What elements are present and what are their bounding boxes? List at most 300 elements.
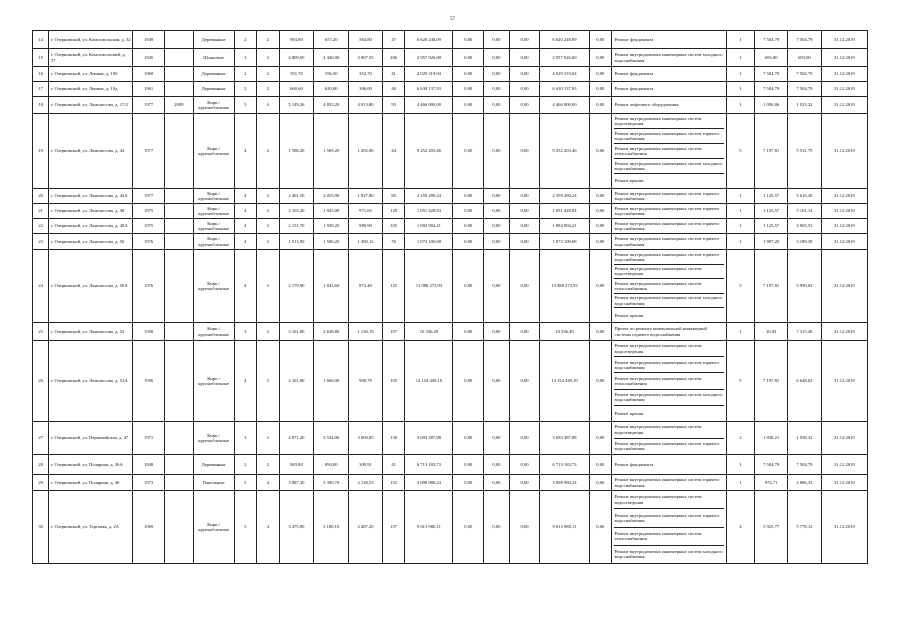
cell-cost-total: 3 098 980,24 [405,475,453,491]
cell-unit-limit: 3 189,38 [788,234,822,250]
work-item: Проект по ремонту коммунальной инженерной системы горячего водоснабжения [614,326,707,337]
cell-address: г. Озерновский, ул. Ломоносова, д. 44А [49,189,133,204]
cell-completion-date: 31.12.2019 [821,67,867,82]
cell-residents: 41 [382,67,405,82]
cell-year-built: 1948 [133,455,165,475]
work-item: Ремонт внутридомовых инженерных систем теплоснабжения [614,279,725,294]
cell-fund-other: 0,00 [589,491,612,564]
cell-year-built: 1969 [133,491,165,564]
cell-entrances: 4 [257,491,280,564]
cell-fund-other: 0,00 [589,82,612,97]
cell-unit-limit: 6 648,02 [788,341,822,422]
cell-year-renovated [164,341,193,422]
cell-fund-local: 0,00 [509,491,540,564]
cell-area-premises: 1 945,00 [314,204,349,219]
cell-floors: 2 [234,31,257,49]
work-item: Ремонт внутридомовых инженерных систем горячего водоснабжения [614,129,725,144]
cell-fund-owners: 1 073 100,68 [540,234,589,250]
cell-unit-cost: 7 197,81 [755,114,788,189]
cell-row-number: 24 [33,250,49,323]
work-item: Ремонт внутридомовых инженерных систем холодного водоснабжения [614,549,723,560]
table-row [33,49,868,67]
cell-year-renovated [164,455,193,475]
cell-year-renovated [164,31,193,49]
cell-fund-owners: 4 029 319,04 [540,67,589,82]
cell-unit-cost: 7 197,81 [755,341,788,422]
cell-fund-local: 0,00 [509,204,540,219]
cell-fund-owners: 2 359 280,24 [540,189,589,204]
cell-area-residential: 564,80 [349,31,383,49]
cell-completion-date: 31.12.2019 [821,49,867,67]
work-item: Ремонт внутридомовых инженерных систем горячего водоснабжения [614,477,720,488]
cell-area-premises: 894,00 [314,455,349,475]
cell-cost-total: 9 613 980,11 [405,491,453,564]
cell-fund-federal: 0,00 [453,250,484,323]
cell-wall-material: Кирп./ крупноблочные [193,422,234,455]
cell-area-premises: 1 569,20 [314,114,349,189]
cell-fund-local: 0,00 [509,234,540,250]
work-item: Ремонт внутридомовых инженерных систем теплоснабжения [614,528,725,546]
work-item: Ремонт крыши [614,312,644,318]
work-item: Ремонт внутридомовых инженерных систем водоотведения [614,114,725,129]
cell-address: г. Озерновский, ул. Первомайская, д. 47 [49,422,133,455]
table-row [33,219,868,234]
cell-year-renovated [164,491,193,564]
cell-area-total: 4 871,20 [279,422,314,455]
cell-unit-cost: 7 504,79 [755,31,788,49]
cell-works-count: 1 [726,475,755,491]
cell-fund-federal: 0,00 [453,491,484,564]
work-item: Ремонт внутридомовых инженерных систем водоотведения [614,422,725,439]
cell-unit-cost: 1 125,57 [755,204,788,219]
cell-area-residential: 2 487,20 [349,491,383,564]
cell-fund-regional: 0,00 [484,67,510,82]
cell-works-count: 1 [726,82,755,97]
cell-completion-date: 31.12.2019 [821,82,867,97]
cell-unit-limit: 5 161,14 [788,204,822,219]
cell-completion-date: 31.12.2019 [821,475,867,491]
cell-fund-other: 0,00 [589,97,612,114]
cell-works [612,475,727,491]
cell-fund-federal: 0,00 [453,219,484,234]
cell-area-premises: 2 638,80 [314,323,349,341]
cell-address: г. Озерновский, ул. Торговая, д. 2А [49,491,133,564]
cell-unit-cost: 7 504,79 [755,82,788,97]
cell-fund-owners: 4 466 000,00 [540,97,589,114]
cell-area-premises: 3 180,10 [314,491,349,564]
cell-cost-total: 4 466 000,00 [405,97,453,114]
work-item: Ремонт фундамента [614,36,654,42]
cell-completion-date: 31.12.2019 [821,114,867,189]
cell-row-number: 29 [33,475,49,491]
cell-fund-owners: 6 620 248,09 [540,31,589,49]
cell-cost-total: 6 713 183,73 [405,455,453,475]
cell-row-number: 21 [33,204,49,219]
cell-area-premises: 1 666,00 [314,341,349,422]
cell-year-renovated [164,82,193,97]
cell-row-number: 27 [33,422,49,455]
cell-fund-local: 0,00 [509,189,540,204]
cell-row-number: 15 [33,49,49,67]
cell-floors: 2 [234,455,257,475]
cell-fund-owners: 3 098 980,24 [540,475,589,491]
cell-area-premises: 3 390,70 [314,475,349,491]
cell-entrances: 3 [257,204,280,219]
work-item: Ремонт внутридомовых инженерных систем горячего водоснабжения [614,236,720,247]
cell-cost-total: 2 359 280,24 [405,189,453,204]
cell-row-number: 23 [33,234,49,250]
cell-cost-total: 14 154 449,10 [405,341,453,422]
cell-year-built: 1956 [133,341,165,422]
cell-unit-limit: 7 504,79 [788,82,822,97]
cell-area-total: 660,60 [279,82,314,97]
cell-area-residential: 352,70 [349,67,383,82]
cell-year-renovated [164,189,193,204]
cell-fund-local: 0,00 [509,31,540,49]
cell-area-residential: 873,40 [349,250,383,323]
cell-completion-date: 31.12.2019 [821,31,867,49]
cell-works-count: 5 [726,341,755,422]
cell-works [612,422,727,455]
cell-works-count: 1 [726,219,755,234]
cell-floors: 4 [234,250,257,323]
cell-area-premises: 1 506,20 [314,234,349,250]
cell-floors: 3 [234,422,257,455]
cell-fund-local: 0,00 [509,475,540,491]
cell-completion-date: 31.12.2019 [821,204,867,219]
work-item: Ремонт внутридомовых инженерных систем холодного водоснабжения [614,294,725,309]
cell-area-total: 591,70 [279,67,314,82]
cell-residents: 105 [382,219,405,234]
cell-residents: 125 [382,250,405,323]
cell-area-total: 2 151,70 [279,219,314,234]
cell-entrances: 4 [257,97,280,114]
cell-unit-cost: 5 925,77 [755,491,788,564]
cell-wall-material: Кирп./ крупноблочные [193,114,234,189]
cell-wall-material: Деревянные [193,31,234,49]
cell-unit-limit: 7 504,79 [788,31,822,49]
cell-works-count: 1 [726,204,755,219]
cell-fund-regional: 0,00 [484,475,510,491]
cell-unit-limit: 693,00 [788,49,822,67]
cell-fund-local: 0,00 [509,114,540,189]
work-item: Ремонт внутридомовых инженерных систем теплоснабжения [614,373,725,389]
cell-unit-limit: 7 504,79 [788,67,822,82]
cell-fund-federal: 0,00 [453,31,484,49]
cell-fund-other: 0,00 [589,204,612,219]
cell-fund-other: 0,00 [589,234,612,250]
work-item: Ремонт внутридомовых инженерных систем теплоснабжения [614,144,725,159]
table-row [33,82,868,97]
cell-fund-regional: 0,00 [484,323,510,341]
cell-unit-limit: 1 038,32 [788,422,822,455]
cell-fund-owners: 6 713 183,73 [540,455,589,475]
cell-area-total: 1 586,20 [279,114,314,189]
cell-row-number: 26 [33,341,49,422]
cell-entrances: 3 [257,234,280,250]
cell-completion-date: 31.12.2019 [821,491,867,564]
cell-area-total: 2 179,90 [279,250,314,323]
cell-cost-total: 13 988 273,93 [405,250,453,323]
cell-works-count: 1 [726,234,755,250]
cell-area-premises: 3 534,00 [314,422,349,455]
work-item: Ремонт фундамента [614,71,654,77]
cell-works-count: 5 [726,250,755,323]
cell-area-total: 2 103,40 [279,204,314,219]
cell-residents: 85 [382,189,405,204]
cell-address: г. Озерновский, ул. Ломоносова, д. 48 [49,204,133,219]
cell-works-count: 4 [726,491,755,564]
cell-year-renovated [164,422,193,455]
cell-cost-total: 10 336,49 [405,323,453,341]
cell-area-residential: 4 013,80 [349,97,383,114]
cell-works [612,31,727,49]
cell-works [612,341,727,422]
cell-address: г. Озерновский, ул. Ломоносова, д. 50 [49,234,133,250]
work-item: Ремонт внутридомовых инженерных систем холодного водоснабжения [614,390,725,406]
cell-wall-material: Панельные [193,475,234,491]
cell-fund-other: 0,00 [589,250,612,323]
cell-floors: 2 [234,67,257,82]
cell-area-residential: 3 000,85 [349,422,383,455]
cell-works [612,219,727,234]
cell-wall-material: Деревянные [193,67,234,82]
cell-residents: 93 [382,97,405,114]
cell-fund-other: 0,00 [589,31,612,49]
cell-year-renovated [164,67,193,82]
cell-year-built: 1977 [133,189,165,204]
cell-unit-cost: 974,71 [755,475,788,491]
cell-fund-federal: 0,00 [453,97,484,114]
cell-address: г. Озерновский, ул. Полярная, д. 36А [49,455,133,475]
cell-area-premises: 556,50 [314,67,349,82]
cell-works [612,323,727,341]
cell-row-number: 30 [33,491,49,564]
cell-works-count: 1 [726,189,755,204]
capital-repair-table [32,30,868,564]
cell-works-count: 1 [726,97,755,114]
cell-unit-limit: 7 315,40 [788,323,822,341]
cell-fund-federal: 0,00 [453,49,484,67]
cell-works-count: 1 [726,31,755,49]
table-body [33,31,868,564]
cell-area-residential: 386,00 [349,82,383,97]
cell-year-built: 1945 [133,49,165,67]
cell-fund-local: 0,00 [509,97,540,114]
cell-unit-limit: 5 616,30 [788,189,822,204]
cell-works-count: 1 [726,323,755,341]
cell-fund-regional: 0,00 [484,491,510,564]
cell-works [612,250,727,323]
cell-fund-regional: 0,00 [484,82,510,97]
cell-works-count: 1 [726,67,755,82]
cell-fund-other: 0,00 [589,219,612,234]
cell-fund-other: 0,00 [589,455,612,475]
work-item: Ремонт внутридомовых инженерных систем горячего водоснабжения [614,190,720,201]
cell-entrances: 3 [257,341,280,422]
cell-completion-date: 31.12.2019 [821,422,867,455]
cell-entrances: 2 [257,422,280,455]
cell-area-residential: 309,91 [349,455,383,475]
cell-completion-date: 31.12.2019 [821,341,867,422]
cell-unit-limit: 7 504,79 [788,455,822,475]
cell-residents: 157 [382,491,405,564]
cell-fund-local: 0,00 [509,341,540,422]
cell-cost-total: 6 620 248,09 [405,31,453,49]
table-row [33,455,868,475]
table-row [33,250,868,323]
cell-area-total: 5 149,26 [279,97,314,114]
cell-address: г. Озерновский, ул. Комсомольская, д. 32 [49,31,133,49]
cell-fund-local: 0,00 [509,67,540,82]
cell-residents: 130 [382,422,405,455]
cell-unit-limit: 1 023,32 [788,97,822,114]
cell-cost-total: 1 073 100,68 [405,234,453,250]
cell-floors: 4 [234,341,257,422]
table-row [33,341,868,422]
cell-works [612,204,727,219]
work-item: Ремонт внутридомовых инженерных систем горячего водоснабжения [614,250,725,265]
cell-wall-material: Кирп./ крупноблочные [193,189,234,204]
cell-area-total: 2 161,80 [279,341,314,422]
cell-year-renovated [164,114,193,189]
cell-address: г. Озерновский, ул. Ломоносова, д. 48А [49,219,133,234]
cell-area-premises: 620,00 [314,82,349,97]
table-row [33,204,868,219]
cell-fund-regional: 0,00 [484,422,510,455]
cell-address: г. Озерновский, ул. Ломоносова, д. 52 [49,323,133,341]
cell-year-renovated [164,475,193,491]
cell-wall-material: Кирп./ крупноблочные [193,97,234,114]
cell-row-number: 20 [33,189,49,204]
cell-year-built: 1961 [133,82,165,97]
cell-area-residential: 1 300,12 [349,234,383,250]
cell-area-residential: 2 128,53 [349,475,383,491]
cell-fund-federal: 0,00 [453,323,484,341]
cell-row-number: 18 [33,97,49,114]
cell-floors: 4 [234,189,257,204]
cell-cost-total: 6 630 137,93 [405,82,453,97]
cell-completion-date: 31.12.2019 [821,234,867,250]
cell-fund-owners: 10 336,49 [540,323,589,341]
cell-entrances: 2 [257,31,280,49]
cell-works [612,114,727,189]
cell-area-premises: 2 055,90 [314,189,349,204]
cell-works-count: 5 [726,114,755,189]
cell-area-total: 1 513,90 [279,234,314,250]
cell-fund-regional: 0,00 [484,114,510,189]
cell-year-built: 1973 [133,475,165,491]
cell-fund-local: 0,00 [509,82,540,97]
cell-unit-cost: 10,03 [755,323,788,341]
cell-year-built: 1977 [133,114,165,189]
cell-wall-material: Деревянные [193,455,234,475]
cell-entrances: 3 [257,49,280,67]
cell-year-renovated [164,204,193,219]
cell-area-premises: 1 930,20 [314,219,349,234]
cell-area-residential: 990,79 [349,341,383,422]
cell-unit-cost: 1 997,20 [755,234,788,250]
cell-residents: 41 [382,455,405,475]
cell-works [612,97,727,114]
cell-cost-total: 1 084 904,21 [405,219,453,234]
cell-unit-cost: 1 125,57 [755,219,788,234]
cell-area-total: 3 161,80 [279,323,314,341]
cell-entrances: 2 [257,114,280,189]
cell-completion-date: 31.12.2019 [821,219,867,234]
cell-area-total: 3 887,30 [279,475,314,491]
cell-year-renovated [164,250,193,323]
cell-fund-federal: 0,00 [453,67,484,82]
table-row [33,475,868,491]
cell-floors: 5 [234,491,257,564]
cell-address: г. Озерновский, ул. Ломоносова, д. 44 [49,114,133,189]
cell-unit-cost: 7 197,81 [755,250,788,323]
cell-entrances: 3 [257,219,280,234]
cell-fund-local: 0,00 [509,323,540,341]
cell-address: г. Озерновский, ул. Полярная, д. 46 [49,475,133,491]
cell-fund-other: 0,00 [589,323,612,341]
cell-floors: 3 [234,323,257,341]
table-row [33,323,868,341]
cell-cost-total: 3 693 387,88 [405,422,453,455]
cell-works [612,491,727,564]
cell-fund-owners: 13 988 273,93 [540,250,589,323]
cell-floors: 3 [234,49,257,67]
page-number: 57 [450,17,455,22]
cell-fund-owners: 1 051 428,84 [540,204,589,219]
cell-fund-federal: 0,00 [453,455,484,475]
cell-floors: 5 [234,97,257,114]
cell-fund-federal: 0,00 [453,82,484,97]
cell-year-built: 1975 [133,204,165,219]
cell-unit-cost: 1 938,21 [755,422,788,455]
cell-fund-regional: 0,00 [484,341,510,422]
cell-unit-limit: 2 886,33 [788,475,822,491]
cell-residents: 206 [382,49,405,67]
cell-cost-total: 1 051 428,84 [405,204,453,219]
cell-entrances: 3 [257,189,280,204]
cell-fund-regional: 0,00 [484,234,510,250]
cell-area-premises: 4 853,20 [314,97,349,114]
cell-fund-regional: 0,00 [484,219,510,234]
cell-year-renovated [164,49,193,67]
cell-residents: 76 [382,234,405,250]
cell-year-built: 1960 [133,67,165,82]
cell-wall-material: Кирп./ крупноблочные [193,234,234,250]
cell-fund-other: 0,00 [589,189,612,204]
cell-fund-regional: 0,00 [484,204,510,219]
cell-cost-total: 4 029 319,04 [405,67,453,82]
cell-fund-owners: 14 154 449,10 [540,341,589,422]
cell-address: г. Озерновский, ул. Ломоносова, д. 52А [49,341,133,422]
cell-row-number: 28 [33,455,49,475]
cell-fund-owners: 3 693 387,88 [540,422,589,455]
cell-fund-regional: 0,00 [484,250,510,323]
cell-area-residential: 1 827,80 [349,189,383,204]
work-item: Ремонт внутридомовых инженерных систем холодного водоснабжения [614,52,723,63]
cell-address: г. Озерновский, ул. Ломоносова, д. 17/2 [49,97,133,114]
cell-area-residential: 971,65 [349,204,383,219]
cell-fund-local: 0,00 [509,455,540,475]
cell-entrances: 2 [257,455,280,475]
cell-address: г. Озерновский, ул. Ленина, д. 19б [49,67,133,82]
cell-row-number: 16 [33,67,49,82]
cell-entrances: 3 [257,250,280,323]
cell-fund-local: 0,00 [509,422,540,455]
cell-year-renovated [164,219,193,234]
table-row [33,67,868,82]
